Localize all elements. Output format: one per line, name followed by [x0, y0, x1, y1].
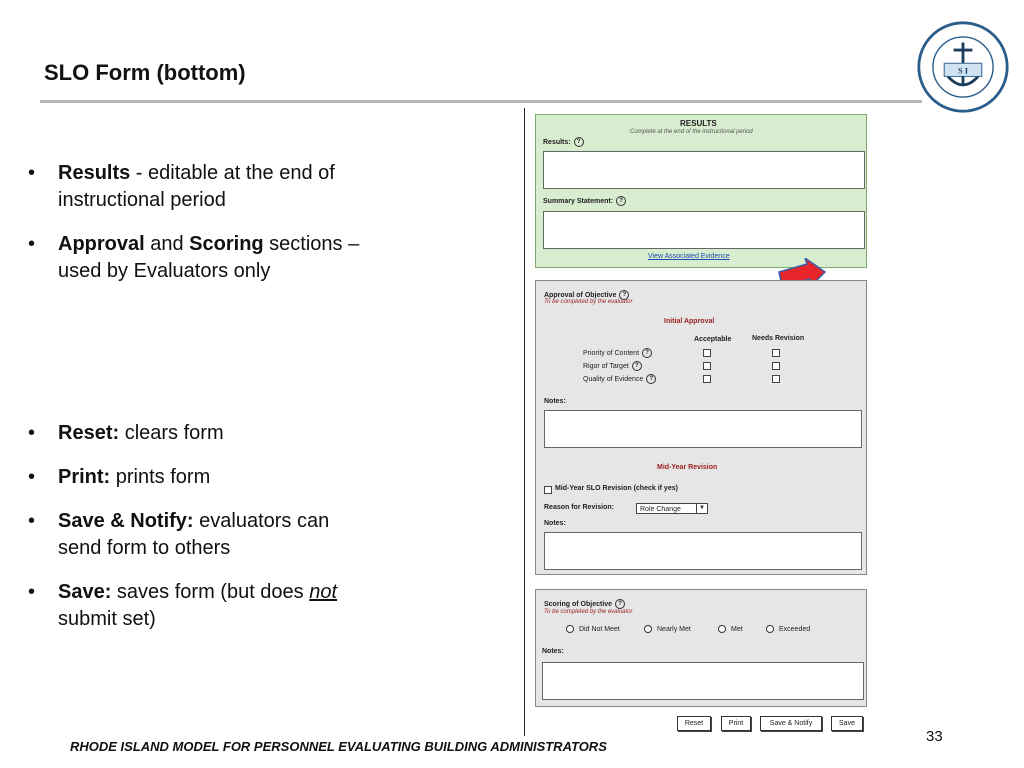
- col-needs-revision: Needs Revision: [752, 335, 805, 342]
- bullet-save-notify: • Save & Notify: evaluators can send form to others: [28, 508, 368, 562]
- bullet-print: • Print: prints form: [28, 464, 368, 491]
- help-icon[interactable]: ?: [642, 348, 652, 358]
- radio-circle-icon[interactable]: [718, 625, 726, 633]
- bullet-reset: • Reset: clears form: [28, 420, 368, 447]
- reason-for-revision-select[interactable]: Role Change ▼: [636, 503, 708, 514]
- quality-acceptable-checkbox[interactable]: [703, 375, 711, 383]
- slo-form-screenshot: [524, 108, 877, 736]
- row-quality-of-evidence: Quality of Evidence ?: [583, 374, 656, 384]
- radio-exceeded[interactable]: Exceeded: [766, 625, 810, 633]
- scoring-notes-textarea[interactable]: [542, 662, 864, 700]
- bullet-list-buttons: [28, 420, 368, 650]
- help-icon[interactable]: ?: [615, 599, 625, 609]
- summary-textarea[interactable]: [543, 211, 865, 249]
- summary-label: Summary Statement: ?: [543, 196, 626, 206]
- col-acceptable: Acceptable: [694, 336, 732, 343]
- dropdown-arrow-icon: ▼: [696, 504, 707, 513]
- rigor-needs-revision-checkbox[interactable]: [772, 362, 780, 370]
- save-button[interactable]: Save: [831, 716, 863, 731]
- radio-nearly-met[interactable]: Nearly Met: [644, 625, 691, 633]
- results-section: [535, 114, 867, 268]
- approval-notes-textarea[interactable]: [544, 410, 862, 448]
- bullet-results: • Results - editable at the end of instructional period: [28, 160, 368, 214]
- rigor-acceptable-checkbox[interactable]: [703, 362, 711, 370]
- row-rigor-of-target: Rigor of Target ?: [583, 361, 642, 371]
- view-evidence-link[interactable]: View Associated Evidence: [648, 253, 730, 260]
- footer-text: RHODE ISLAND MODEL FOR PERSONNEL EVALUATING BUILDING ADMINISTRATORS: [70, 739, 607, 754]
- quality-needs-revision-checkbox[interactable]: [772, 375, 780, 383]
- results-header: RESULTS: [680, 119, 717, 128]
- initial-approval-title: Initial Approval: [664, 318, 715, 325]
- slide-title: SLO Form (bottom): [44, 60, 246, 85]
- midyear-revision-checkbox[interactable]: [544, 486, 552, 494]
- scoring-notes-label: Notes:: [542, 648, 564, 655]
- midyear-notes-label: Notes:: [544, 520, 566, 527]
- scoring-section: [535, 589, 867, 707]
- priority-acceptable-checkbox[interactable]: [703, 349, 711, 357]
- approval-notes-label: Notes:: [544, 398, 566, 405]
- page-number: 33: [926, 728, 943, 745]
- row-priority-of-content: Priority of Content ?: [583, 348, 652, 358]
- midyear-revision-check-label: Mid-Year SLO Revision (check if yes): [555, 485, 678, 492]
- approval-title: Approval of Objective ?: [544, 290, 629, 300]
- reason-for-revision-label: Reason for Revision:: [544, 504, 615, 511]
- logo-letters: S I: [957, 65, 969, 76]
- help-icon[interactable]: ?: [574, 137, 584, 147]
- help-icon[interactable]: ?: [619, 290, 629, 300]
- radio-did-not-meet[interactable]: Did Not Meet: [566, 625, 620, 633]
- priority-needs-revision-checkbox[interactable]: [772, 349, 780, 357]
- scoring-title: Scoring of Objective ?: [544, 599, 625, 609]
- bullet-list-sections: [28, 160, 368, 302]
- bullet-save: • Save: saves form (but does not submit set): [28, 579, 368, 633]
- radio-circle-icon[interactable]: [766, 625, 774, 633]
- radio-circle-icon[interactable]: [644, 625, 652, 633]
- results-subheader: Complete at the end of the instructional period: [630, 129, 753, 135]
- help-icon[interactable]: ?: [616, 196, 626, 206]
- midyear-revision-title: Mid-Year Revision: [657, 464, 718, 471]
- ri-board-seal-logo: [916, 20, 1010, 114]
- save-notify-button[interactable]: Save & Notify: [760, 716, 822, 731]
- print-button[interactable]: Print: [721, 716, 751, 731]
- reset-button[interactable]: Reset: [677, 716, 711, 731]
- results-textarea[interactable]: [543, 151, 865, 189]
- help-icon[interactable]: ?: [646, 374, 656, 384]
- results-label: Results: ?: [543, 137, 584, 147]
- help-icon[interactable]: ?: [632, 361, 642, 371]
- radio-circle-icon[interactable]: [566, 625, 574, 633]
- scoring-subtitle: To be completed by the evaluator: [544, 609, 633, 615]
- bullet-approval-scoring: • Approval and Scoring sections – used by Evaluators only: [28, 231, 368, 285]
- midyear-notes-textarea[interactable]: [544, 532, 862, 570]
- radio-met[interactable]: Met: [718, 625, 743, 633]
- approval-subtitle: To be completed by the evaluator: [544, 299, 633, 305]
- approval-section: [535, 280, 867, 575]
- title-divider: [40, 100, 922, 103]
